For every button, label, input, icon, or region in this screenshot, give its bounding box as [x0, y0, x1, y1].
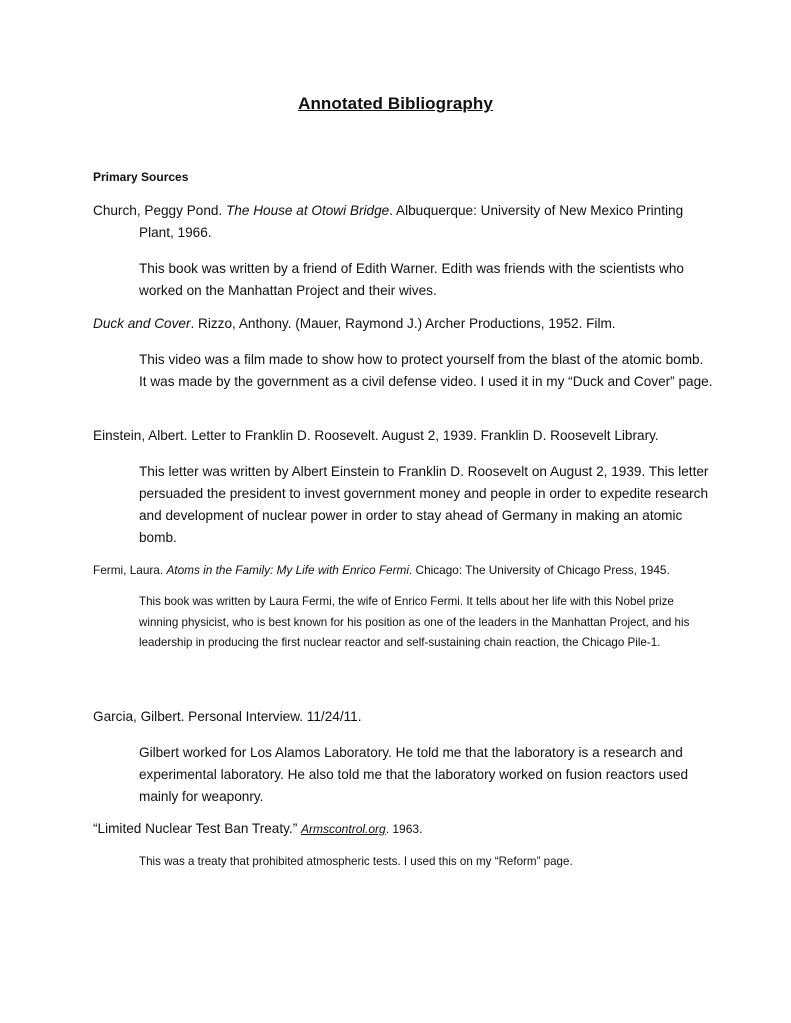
citation: Einstein, Albert. Letter to Franklin D. Roosevelt. August 2, 1939. Franklin D. Roosevelt Library.	[93, 428, 659, 443]
citation-publication: . Rizzo, Anthony. (Mauer, Raymond J.) Archer Productions, 1952. Film.	[190, 316, 616, 331]
citation-title: Duck and Cover	[93, 316, 191, 331]
citation-publication: . Albuquerque: University of New Mexico Printing Plant, 1966.	[139, 203, 684, 240]
annotation: This book was written by a friend of Edith Warner. Edith was friends with the scientists who worked on the Manhattan Project and their wives.	[139, 261, 684, 298]
bibliography-entry-garcia	[93, 706, 713, 808]
bibliography-entry-einstein	[93, 425, 713, 549]
bibliography-entry-duck-and-cover	[93, 313, 713, 393]
bibliography-entry-test-ban-treaty	[93, 818, 713, 873]
citation	[93, 200, 713, 244]
citation	[93, 313, 713, 335]
citation-publication: . Chicago: The University of Chicago Press, 1945.	[409, 563, 670, 577]
citation-year: . 1963.	[385, 822, 423, 836]
citation-website-link[interactable]: Armscontrol.org	[301, 822, 386, 836]
annotation: This was a treaty that prohibited atmospheric tests. I used this on my “Reform” page.	[139, 855, 573, 868]
bibliography-entry-fermi	[93, 560, 713, 654]
bibliography-entry-church	[93, 200, 713, 302]
citation	[93, 560, 713, 580]
citation-author: Church, Peggy Pond.	[93, 203, 226, 218]
citation-author: Fermi, Laura.	[93, 563, 167, 577]
citation-title: The House at Otowi Bridge	[226, 203, 390, 218]
annotation: This video was a film made to show how to protect yourself from the blast of the atomic bomb. It was made by the government as a civil defense video. I used it in my “Duck and Cover” page.	[139, 352, 713, 389]
citation-title: Atoms in the Family: My Life with Enrico Fermi	[166, 563, 409, 577]
citation-title: “Limited Nuclear Test Ban Treaty.”	[93, 821, 302, 836]
annotation: This letter was written by Albert Einstein to Franklin D. Roosevelt on August 2, 1939. This letter persuaded the president to invest government money and people in order to expedite research and development of nuclear power in order to stay ahead of Germany in making an atomic bomb.	[139, 464, 709, 545]
citation: Garcia, Gilbert. Personal Interview. 11/24/11.	[93, 709, 362, 724]
page-title: Annotated Bibliography	[298, 94, 493, 113]
annotation: Gilbert worked for Los Alamos Laboratory. He told me that the laboratory is a research and experimental laboratory. He also told me that the laboratory worked on fusion reactors used mainly for weaponry.	[139, 745, 689, 804]
section-heading: Primary Sources	[93, 170, 189, 184]
citation	[93, 818, 713, 840]
annotation: This book was written by Laura Fermi, the wife of Enrico Fermi. It tells about her life with this Nobel prize winning physicist, who is best known for his position as one of the leaders in the Manhattan Project, and his leadership in producing the first nuclear reactor and self-sustaining chain reaction, the Chicago Pile-1.	[139, 595, 690, 649]
